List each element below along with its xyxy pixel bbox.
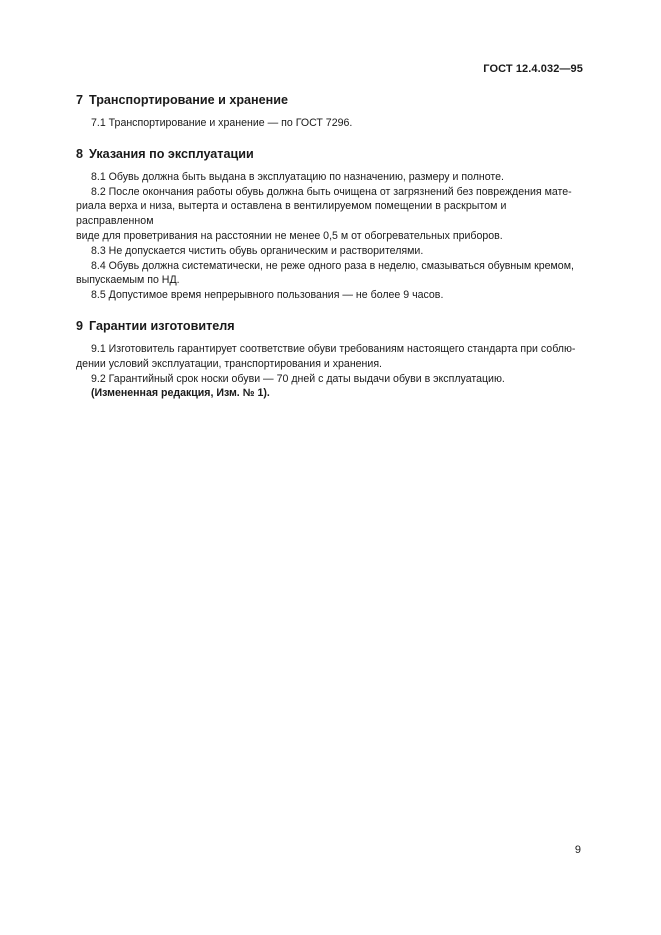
section-number: 9 (76, 318, 84, 333)
paragraph-9-2 (91, 372, 584, 387)
section-9 (76, 318, 584, 401)
paragraph-8-4 (76, 259, 584, 289)
paragraph-line: 8.2 После окончания работы обувь должна быть очищена от загрязнений без повреждения мате- (91, 185, 572, 198)
paragraph-line: риала верха и низа, вытерта и оставлена в вентилируемом помещении в раскрытом и расправленном (76, 200, 507, 228)
document-body (76, 92, 584, 401)
paragraph-8-2 (76, 185, 584, 244)
section-8 (76, 146, 584, 303)
paragraph-9-1 (76, 342, 584, 372)
section-9-title (76, 318, 584, 334)
paragraph-line: (Измененная редакция, Изм. № 1). (91, 387, 270, 400)
paragraph-line: 9.2 Гарантийный срок носки обуви — 70 дней с даты выдачи обуви в эксплуатацию. (91, 372, 505, 385)
paragraph-line: 8.3 Не допускается чистить обувь органическим и растворителями. (91, 244, 424, 257)
section-title-text: Гарантии изготовителя (89, 318, 235, 333)
paragraph-8-1 (91, 170, 584, 185)
paragraph-line: 8.5 Допустимое время непрерывного пользования — не более 9 часов. (91, 289, 444, 302)
section-7-title (76, 92, 584, 108)
page-number: 9 (574, 844, 581, 856)
paragraph-line: 8.4 Обувь должна систематически, не реже одного раза в неделю, смазываться обувным кремом, (91, 259, 574, 272)
section-7 (76, 92, 584, 131)
document-code: ГОСТ 12.4.032—95 (483, 63, 583, 75)
paragraph-line: 9.1 Изготовитель гарантирует соответствие обуви требованиям настоящего стандарта при соблю- (91, 342, 576, 355)
section-number: 7 (76, 93, 84, 107)
section-8-title (76, 146, 584, 162)
paragraph-line: 8.1 Обувь должна быть выдана в эксплуатацию по назначению, размеру и полноте. (91, 170, 504, 183)
section-9-body (76, 342, 584, 401)
paragraph-line: дении условий эксплуатации, транспортирования и хранения. (76, 357, 383, 370)
section-8-body (76, 170, 584, 303)
paragraph-8-3 (91, 244, 584, 259)
paragraph-7-1: 7.1 Транспортирование и хранение — по ГОСТ 7296. (91, 117, 353, 129)
paragraph-line: виде для проветривания на расстоянии не менее 0,5 м от обогревательных приборов. (76, 229, 503, 242)
section-number: 8 (76, 146, 84, 161)
amendment-note (91, 386, 584, 401)
section-title-text: Транспортирование и хранение (89, 93, 288, 107)
paragraph-8-5 (91, 288, 584, 303)
section-title-text: Указания по эксплуатации (89, 146, 254, 161)
paragraph-line: выпускаемым по НД. (76, 274, 180, 287)
